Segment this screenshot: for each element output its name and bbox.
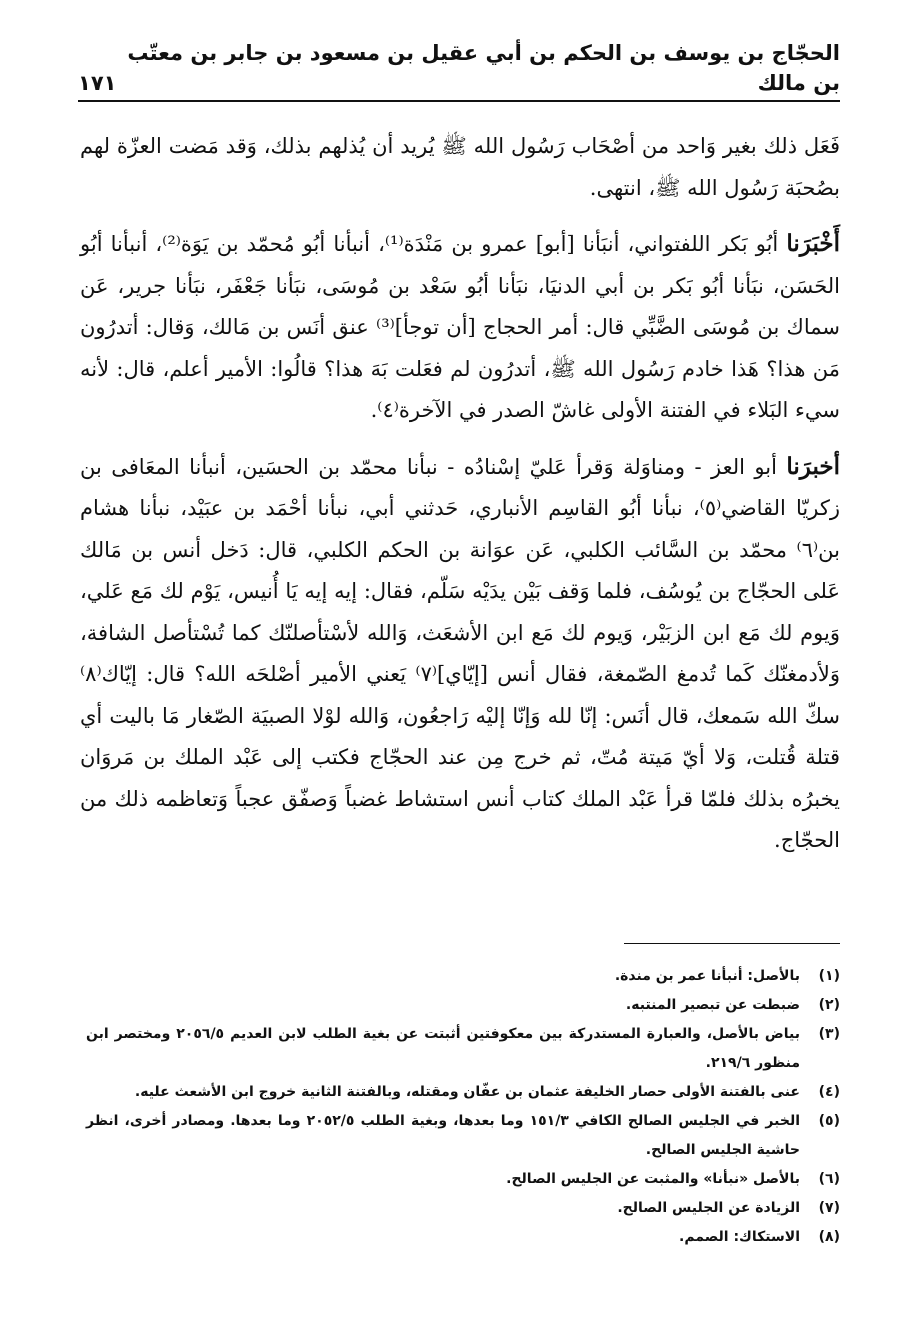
footnotes [86,962,840,1252]
paragraph-3-lead: أخبرَنا [786,452,840,480]
footnote-number: (١) [818,968,840,984]
footnote-number: (٦) [818,1171,840,1187]
footnote-number: (٤) [818,1084,840,1100]
footnote-text: بياض بالأصل، والعبارة المستدركة بين معكوفتين أثبتت عن بغية الطلب لابن العديم ٢٠٥٦/٥ ومختصر ابن منظور ٢١٩/٦. [86,1026,800,1071]
footnote-6 [86,1165,840,1194]
main-text [80,126,840,862]
footnote-text: الاستكاك: الصمم. [679,1229,800,1245]
paragraph-3 [80,446,840,862]
paragraph-3-text: أبو العز - ومناوَلة وَقرأ عَليّ إسْنادُه - نبأنا محمّد بن الحسَين، أنبأنا المعَافى بن زكريّا القاضي⁽٥⁾، نبأنا أبُو القاسِم الأنباري، حَدثني أبي، نبأنا أحْمَد بن عبَيْد، نبأنا هشام بن⁽٦⁾ محمّد بن السَّائب الكلبي، عَن عوَانة بن الحكم الكلبي، قال: دَخل أنس بن مَالك عَلى الحجّاج بن يُوسُف، فلما وَقف بَيْن يدَيْه سَلّم، فقال: إيه إيه يَا أُنيس، يَوْم لك مَع عَلي، وَيوم لك مَع ابن الزبَيْر، وَيوم لك مَع ابن الأشعَث، وَالله لأسْتأصلنّك كما تُسْتأصل الشافة، وَلأدمغنّك كَما تُدمغ الصّمغة، فقال أنس [إيّاي]⁽٧⁾ يَعني الأمير أصْلحَه الله؟ قال: إيّاك⁽٨⁾ سكّ الله سَمعك، قال أنَس: إنّا لله وَإنّا إليْه رَاجعُون، وَالله لوْلا الصبيَة الصّغار مَا باليت أي قتلة قُتلت، وَلا أيّ مَيتة مُتّ، ثم خرج مِن عند الحجّاج فكتب إلى عَبْد الملك بن مَروَان يخبرُه بذلك فلمّا قرأ عَبْد الملك كتاب أنس استشاط غضباً وَصفّق عجباً وَتعاظمه ذلك من الحجّاج. [80,454,840,852]
footnote-number: (٧) [818,1200,840,1216]
footnote-number: (٢) [818,997,840,1013]
footnote-text: الخبر في الجليس الصالح الكافي ١٥١/٣ وما بعدها، وبغية الطلب ٢٠٥٢/٥ وما بعدها. ومصادر أخرى، انظر حاشية الجليس الصالح. [86,1113,801,1158]
footnote-8 [86,1223,840,1252]
running-title: الحجّاج بن يوسف بن الحكم بن أبي عقيل بن مسعود بن جابر بن معتّب بن مالك [127,41,840,95]
footnote-number: (٣) [818,1026,840,1042]
header-rule [78,100,840,102]
footnote-text: بالأصل «نبأنا» والمثبت عن الجليس الصالح. [506,1171,800,1187]
paragraph-2 [80,223,840,432]
page-number: ١٧١ [78,71,117,95]
footnote-3 [86,1020,840,1078]
footnote-7 [86,1194,840,1223]
footnote-text: بالأصل: أنبأنا عمر بن مندة. [614,968,800,984]
footnote-4 [86,1078,840,1107]
footnote-2 [86,991,840,1020]
footnote-text: الزيادة عن الجليس الصالح. [617,1200,800,1216]
footnote-text: ضبطت عن تبصير المنتبه. [625,997,800,1013]
paragraph-2-lead: أَخْبَرَنا [786,230,840,257]
footnote-number: (٥) [818,1113,840,1129]
footnote-5 [86,1107,840,1165]
footnote-number: (٨) [818,1229,840,1245]
paragraph-1-text: فَعَل ذلك بغير وَاحد من أصْحَاب رَسُول الله ﷺ يُريد أن يُذلهم بذلك، وَقد مَضت العزّة لهم بصُحبَة رَسُول الله ﷺ، انتهى. [80,134,840,200]
footnote-text: عنى بالفتنة الأولى حصار الخليفة عثمان بن عفّان ومقتله، وبالفتنة الثانية خروج ابن الأشعث عليه. [134,1084,800,1100]
running-head [78,41,840,98]
footnote-rule [624,943,840,944]
paragraph-2-text: أبُو بَكر اللفتواني، أنبَأنا [أبو] عمرو بن مَنْدَة⁽¹⁾، أنبأنا أبُو مُحمّد بن يَوَة⁽²⁾، أنبأنا أبُو الحَسَن، نبَأنا أبُو بَكر بن أبي الدنيَا، نبَأنا أبُو سَعْد بن مُوسَى، نبَأنا جَعْفَر، نبَأنا جرير، عَن سماك بن مُوسَى الضَّبِّي قال: أمر الحجاج [أن توجأ]⁽³⁾ عنق أنَس بن مَالك، وَقال: أتدرُون مَن هذا؟ هَذا خادم رَسُول الله ﷺ، أتدرُون لم فعَلت بَهَ هذا؟ قالُوا: الأمير أعلم، قال: لأنه سيء البَلاء في الفتنة الأولى غاشّ الصدر في الآخرة⁽٤⁾. [80,232,840,422]
paragraph-1 [80,126,840,209]
footnote-1 [86,962,840,991]
